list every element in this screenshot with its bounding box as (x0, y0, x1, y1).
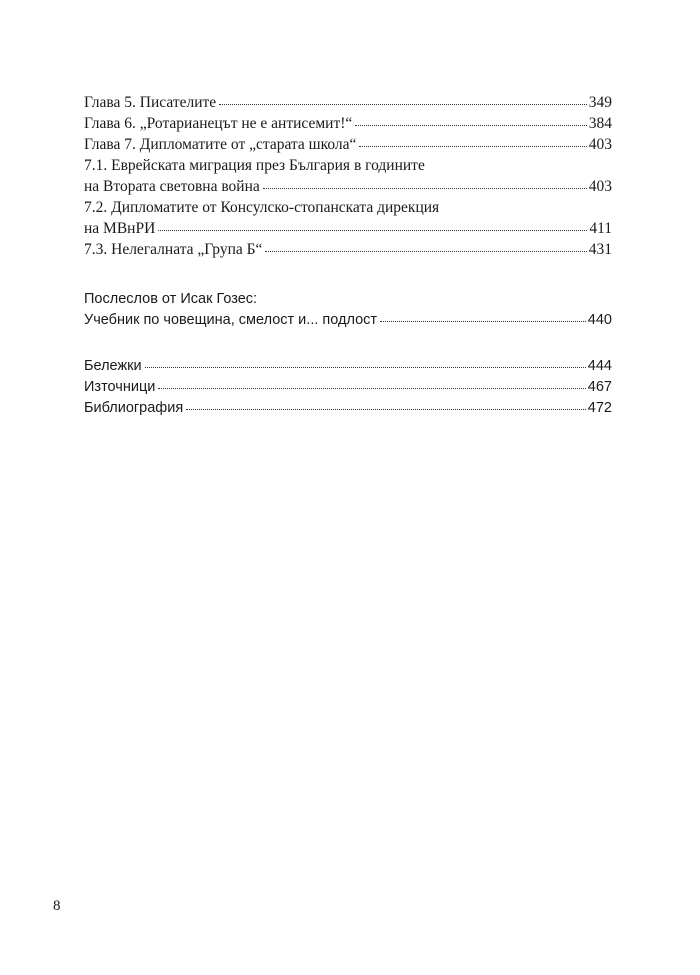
toc-entry-title-continued: на МВнРИ (84, 220, 156, 237)
toc-entry-sources (84, 377, 612, 398)
toc-entry-title: Бележки (84, 358, 142, 374)
spacer (84, 260, 612, 289)
toc-entry-page: 431 (588, 241, 612, 258)
toc-entry-page: 411 (589, 220, 612, 237)
dot-leader (158, 229, 587, 231)
toc-entry-title: Глава 7. Дипломатите от „старата школа“ (84, 136, 357, 153)
toc-entry-notes (84, 356, 612, 377)
dot-leader (265, 250, 586, 252)
toc-entry-title: Послеслов от Исак Гозес: (84, 291, 258, 307)
toc-entry-page: 403 (588, 136, 612, 153)
toc-entry-section-7-1-line1 (84, 155, 612, 176)
toc-entry-page: 384 (588, 115, 612, 132)
toc-entry-page: 467 (587, 379, 612, 395)
dot-leader (380, 320, 586, 322)
toc-entry-section-7-2-line1 (84, 197, 612, 218)
dot-leader (158, 387, 585, 389)
dot-leader (263, 187, 587, 189)
toc-entry-chapter-7 (84, 134, 612, 155)
page-number: 8 (53, 898, 61, 914)
toc-entry-page: 440 (587, 312, 612, 328)
dot-leader (355, 124, 586, 126)
toc-entry-title: 7.3. Нелегалната „Група Б“ (84, 241, 263, 258)
toc-entry-afterword-line1 (84, 289, 612, 310)
toc-entry-page: 349 (588, 94, 612, 111)
dot-leader (186, 408, 586, 410)
toc-entry-title-continued: Учебник по човещина, смелост и... подлост (84, 312, 378, 328)
toc-entry-page: 403 (588, 178, 612, 195)
spacer (84, 331, 612, 356)
toc-entry-title-continued: на Втората световна война (84, 178, 260, 195)
toc-entry-section-7-2-line2 (84, 218, 612, 239)
toc-entry-title: Библиография (84, 400, 184, 416)
dot-leader (219, 103, 587, 105)
toc-entry-afterword-line2 (84, 310, 612, 331)
toc-entry-page: 472 (587, 400, 612, 416)
toc-entry-title: Глава 6. „Ротарианецът не е антисемит!“ (84, 115, 353, 132)
dot-leader (145, 366, 586, 368)
toc-entry-title: 7.1. Еврейската миграция през България в годините (84, 157, 425, 174)
toc-entry-title: 7.2. Дипломатите от Консулско-стопанската дирекция (84, 199, 440, 216)
toc-entry-title: Източници (84, 379, 156, 395)
toc-entry-section-7-1-line2 (84, 176, 612, 197)
toc-entry-section-7-3 (84, 239, 612, 260)
toc-entry-chapter-5 (84, 92, 612, 113)
toc-entry-bibliography (84, 398, 612, 419)
toc-entry-page: 444 (587, 358, 612, 374)
toc-entry-chapter-6 (84, 113, 612, 134)
dot-leader (359, 145, 586, 147)
table-of-contents (84, 92, 612, 419)
toc-entry-title: Глава 5. Писателите (84, 94, 217, 111)
